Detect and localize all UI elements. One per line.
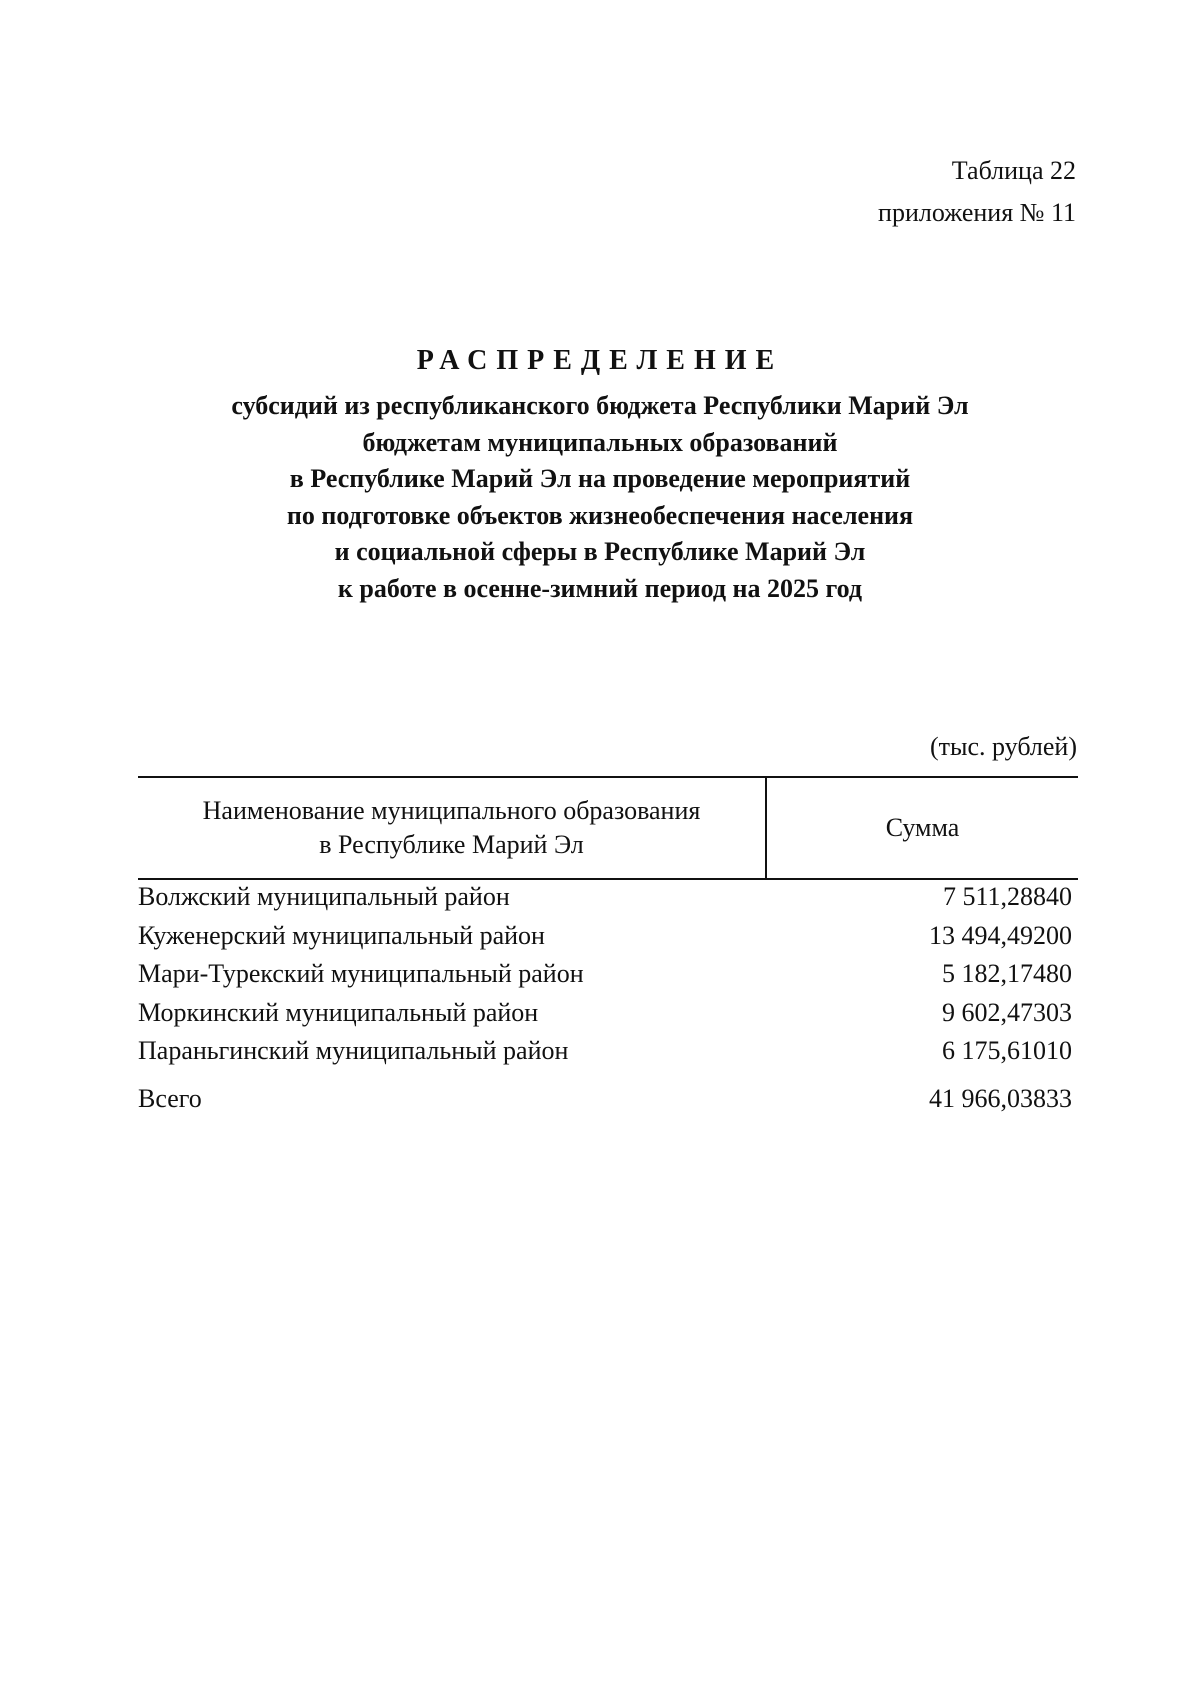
column-header-name	[138, 778, 767, 878]
table-row	[138, 878, 1072, 917]
subtitle-line: и социальной сферы в Республике Марий Эл	[334, 537, 866, 566]
table-row	[138, 917, 1072, 956]
subtitle-line: к работе в осенне-зимний период на 2025 год	[337, 573, 863, 603]
row-name: Параньгинский муниципальный район	[138, 1036, 569, 1065]
total-row	[138, 1080, 1072, 1118]
table-row	[138, 994, 1072, 1033]
row-value: 6 175,61010	[942, 1036, 1072, 1065]
total-value: 41 966,03833	[929, 1084, 1072, 1113]
column-header-sum: Сумма	[885, 813, 960, 842]
table-header	[138, 776, 1078, 880]
column-header-name-line1: Наименование муниципального образования	[202, 796, 701, 825]
row-name: Мари-Турекский муниципальный район	[138, 959, 584, 988]
units-label: (тыс. рублей)	[929, 732, 1077, 761]
row-value: 13 494,49200	[929, 920, 1072, 950]
column-header-name-line2: в Республике Марий Эл	[319, 830, 584, 859]
row-value: 7 511,28840	[942, 882, 1072, 911]
subtitle-line: по подготовке объектов жизнеобеспечения населения	[286, 500, 914, 530]
subtitle-line: в Республике Марий Эл на проведение мероприятий	[289, 464, 911, 493]
table-row	[138, 1032, 1072, 1071]
subtitle-line: бюджетам муниципальных образований	[362, 427, 838, 457]
row-name: Куженерский муниципальный район	[138, 920, 545, 950]
row-value: 5 182,17480	[942, 959, 1072, 988]
table-number: Таблица 22	[951, 156, 1076, 185]
row-name: Волжский муниципальный район	[138, 882, 510, 911]
table-body	[138, 878, 1072, 1071]
row-value: 9 602,47303	[942, 997, 1072, 1027]
table-row	[138, 955, 1072, 994]
subtitle-line: субсидий из республиканского бюджета Республики Марий Эл	[231, 391, 969, 420]
document-subtitle	[0, 388, 1200, 607]
total-label: Всего	[138, 1084, 202, 1113]
appendix-number: приложения № 11	[878, 198, 1076, 227]
document-title: РАСПРЕДЕЛЕНИЕ	[416, 345, 784, 376]
table-reference-note	[878, 150, 1076, 234]
row-name: Моркинский муниципальный район	[138, 997, 539, 1027]
